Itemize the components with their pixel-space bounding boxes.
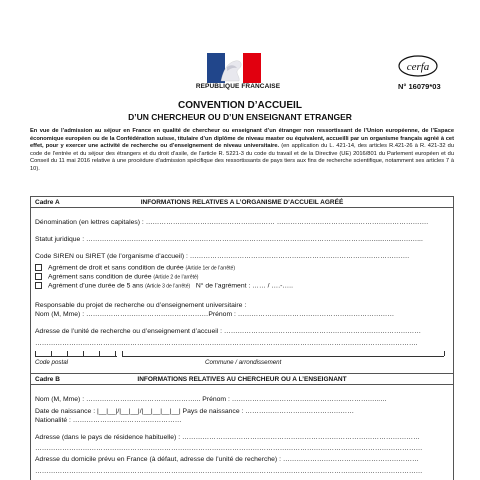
cerfa-number: N° 16079*03 [398, 82, 441, 91]
marianne-logo [207, 53, 261, 83]
form-subtitle: D’UN CHERCHEUR OU D’UN ENSEIGNANT ETRANGER [128, 112, 352, 122]
section-a-body [30, 208, 454, 373]
responsable-nom-field[interactable]: Nom (M, Mme) : ………………………………………………Prénom : …………………………………………………………… [35, 311, 395, 318]
birth-country-field[interactable]: Pays de naissance : ………………………………………… [182, 408, 355, 415]
cerfa-logo [398, 55, 438, 77]
chercheur-nom-field[interactable]: Nom (M, Mme) : …………………………………………... Prénom : ………………………………………………………...… [35, 396, 387, 403]
birth-row [35, 408, 354, 415]
statut-field[interactable]: Statut juridique : ……………………………………………………………………………………………………………….................……... [35, 236, 423, 243]
agrement-number-field[interactable]: N° de l’agrément : …… / ….-….. [195, 282, 293, 290]
postal-code-caption: Code postal [35, 359, 69, 366]
section-a-label: Cadre A [35, 199, 60, 206]
form-title: CONVENTION D’ACCUEIL [178, 100, 302, 111]
commune-caption: Commune / arrondissement [205, 359, 282, 366]
agrement-option-1[interactable]: Agrément de droit et sans condition de durée (Article 1er de l’arrêté) [35, 264, 235, 271]
intro-bold: En vue de l’admission au séjour en France en qualité de chercheur ou enseignant d’un étranger non ressortissant de l’Union européenne, de l’Espace économique européen ou de la Confédération suisse, titulaire d’un diplôme de niveau master ou équivalent, accueilli par un organisme français agréé à cet effet, pour y exercer une activité de recherche ou d’enseignement de niveau universitaire. [30, 128, 454, 150]
residence-address-continuation[interactable]: ……………………………………………………………………………………………………………………………………………………… [35, 445, 423, 452]
agrement-option-3[interactable]: Agrément d’une durée de 5 ans (Article 3 de l’arrêté) N° de l’agrément : …… / ….-….. [35, 282, 293, 289]
unite-adresse-field[interactable]: Adresse de l’unité de recherche ou d’enseignement d’accueil : …………………………………………………………………………… [35, 328, 422, 335]
section-a-header [30, 196, 454, 208]
intro-text [30, 128, 454, 174]
residence-address-field[interactable]: Adresse (dans le pays de résidence habituelle) : …………………………………………………………………………………………… [35, 434, 420, 441]
svg-text:cerfa: cerfa [406, 61, 430, 73]
responsable-label: Responsable du projet de recherche ou d’enseignement universitaire : [35, 302, 247, 309]
republic-label: REPUBLIQUE FRANCAISE [195, 83, 281, 90]
checkbox-icon[interactable] [35, 282, 42, 289]
checkbox-icon[interactable] [35, 264, 42, 271]
denomination-field[interactable]: Dénomination (en lettres capitales) : ………………………………………………… …………………………………………………………. [35, 219, 429, 226]
nationality-field[interactable]: Nationalité : ………………………………………… [35, 417, 182, 424]
unite-adresse-continuation[interactable]: ……………………………………………………………………………………………………………………………………………………. [35, 340, 418, 347]
section-b-title: INFORMATIONS RELATIVES AU CHERCHEUR OU A L’ENSEIGNANT [137, 376, 347, 383]
france-address-continuation[interactable]: ……………………………………………………………………………………………………………………………………………………… [35, 468, 423, 475]
section-b-header [30, 373, 454, 385]
checkbox-icon[interactable] [35, 273, 42, 280]
siren-field[interactable]: Code SIREN ou SIRET (de l’organisme d’accueil) : ……………………………………………………………………………………. [35, 253, 410, 260]
birth-date-label: Date de naissance : [35, 408, 96, 415]
section-b-label: Cadre B [35, 376, 60, 383]
birth-date-field[interactable]: |__|__|/|__|__|/|__|__|__|__| [96, 408, 181, 415]
intro-legal: (en application du L. 421-14, des articles R.421-26 à R. 421-32 du code de l’entrée et du séjour des étrangers et du droit d’asile, de l’article R. 5221-3 du code du travail et de la Directive (UE) 2016/801 du Parlement européen et du Conseil du 11 mai 2016 relative à une procédure d’admission spécifique des ressortissants de pays tiers aux fins de recherche scientifique, notamment ses articles 7 à 10). [30, 143, 454, 172]
france-address-field[interactable]: Adresse du domicile prévu en France (à défaut, adresse de l’unité de recherche) : …………………………………………………… [35, 456, 419, 463]
agrement-option-2[interactable]: Agrément sans condition de durée (Article 2 de l’arrêté) [35, 273, 198, 280]
section-a-title: INFORMATIONS RELATIVES A L’ORGANISME D’ACCUEIL AGRÉÉ [140, 199, 344, 206]
